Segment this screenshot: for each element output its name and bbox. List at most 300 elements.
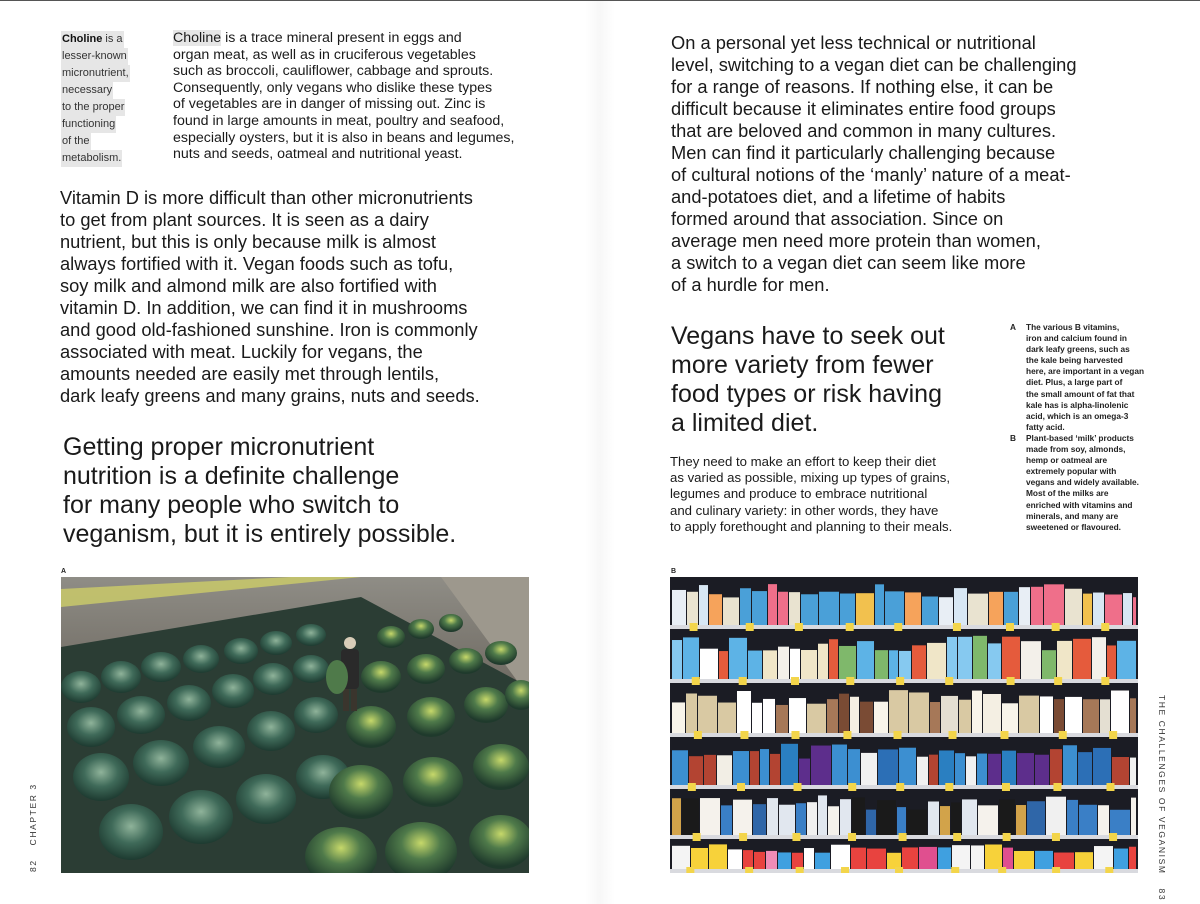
- caption-letter: A: [1010, 322, 1016, 332]
- price-tag: [1002, 783, 1010, 791]
- product-package: [686, 693, 697, 733]
- price-tag: [739, 677, 747, 685]
- product-package: [940, 806, 950, 835]
- body-line: to get from plant sources. It is seen as a dairy: [60, 209, 429, 230]
- sidenote-term: Choline: [62, 33, 103, 45]
- highlighted-term: Choline: [173, 30, 222, 46]
- sidenote-line-rest: is a: [102, 33, 123, 45]
- product-package: [691, 848, 708, 869]
- product-package: [1105, 594, 1122, 625]
- body-line: always fortified with it. Vegan foods such as tofu,: [60, 253, 454, 274]
- product-package: [968, 594, 988, 625]
- figure-b-label: B: [671, 568, 677, 575]
- product-package: [760, 749, 769, 785]
- product-package: [704, 755, 716, 785]
- caption-line: extremely popular with: [1026, 466, 1117, 477]
- caption-a: [1010, 322, 1150, 433]
- price-tag: [1052, 833, 1060, 841]
- product-package: [750, 751, 759, 785]
- kale-field-photo: [61, 577, 529, 873]
- product-package: [831, 845, 850, 869]
- product-package: [1014, 851, 1034, 869]
- product-package: [875, 650, 888, 679]
- body-line: difficult because it eliminates entire food groups: [671, 98, 1056, 119]
- price-tag: [843, 731, 851, 739]
- product-package: [889, 650, 898, 679]
- caption-b: [1010, 433, 1150, 533]
- price-tag: [794, 783, 802, 791]
- pull-quote-line: a limited diet.: [671, 409, 819, 437]
- product-package: [807, 802, 817, 835]
- price-tag: [692, 677, 700, 685]
- intro-paragraph: [173, 30, 533, 163]
- shelf-edge: [670, 625, 1138, 629]
- product-package: [988, 643, 1001, 679]
- product-package: [954, 588, 967, 625]
- caption-line: sweetened or flavoured.: [1026, 521, 1121, 532]
- product-package: [1110, 810, 1130, 835]
- price-tag: [1109, 731, 1117, 739]
- pull-quote-line: more variety from fewer: [671, 351, 934, 379]
- pull-quote-line: Getting proper micronutrient: [63, 433, 375, 461]
- product-package: [866, 810, 876, 835]
- figure-captions: [1010, 322, 1150, 533]
- product-package: [1003, 848, 1013, 869]
- product-package: [1019, 696, 1039, 733]
- body-line: of a hurdle for men.: [671, 274, 830, 295]
- product-package: [848, 749, 860, 785]
- pull-quote-left: [63, 433, 533, 549]
- product-package: [856, 593, 874, 625]
- price-tag: [1101, 677, 1109, 685]
- price-tag: [1003, 833, 1011, 841]
- intro-line: Consequently, only vegans who dislike these types: [173, 79, 493, 96]
- sidenote-line: necessary: [61, 82, 113, 99]
- product-package: [1017, 753, 1034, 785]
- price-tag: [688, 783, 696, 791]
- product-package: [672, 798, 681, 835]
- product-package: [1111, 691, 1129, 733]
- caption-line: kale has is alpha-linolenic: [1026, 399, 1129, 410]
- body-text-right: [671, 32, 1131, 296]
- body-line: soy milk and almond milk are also fortified with: [60, 275, 437, 296]
- figure-a-label: A: [61, 568, 67, 575]
- product-package: [860, 702, 873, 733]
- product-package: [1065, 589, 1082, 625]
- product-package: [939, 597, 953, 625]
- body-line: of cultural notions of the ‘manly’ nature of a meat-: [671, 164, 1071, 185]
- price-tag: [739, 833, 747, 841]
- product-package: [743, 850, 753, 869]
- caption-line: iron and calcium found in: [1026, 333, 1127, 344]
- product-package: [973, 636, 987, 679]
- product-package: [978, 805, 998, 835]
- product-package: [971, 845, 984, 869]
- caption-line: Plant-based ‘milk’ products: [1026, 432, 1134, 443]
- product-package: [733, 751, 749, 785]
- product-package: [857, 641, 874, 679]
- product-package: [767, 798, 778, 835]
- price-tag: [1106, 783, 1114, 791]
- product-package: [839, 646, 856, 679]
- chapter-label: CHAPTER 3: [28, 783, 38, 846]
- product-package: [1098, 805, 1109, 835]
- body-small-line: and culinary variety: in other words, they have: [670, 502, 939, 518]
- product-package: [766, 851, 777, 869]
- product-package: [1035, 755, 1049, 785]
- product-package: [796, 803, 806, 835]
- product-package: [939, 750, 954, 785]
- product-package: [1123, 593, 1132, 625]
- product-package: [683, 637, 699, 679]
- price-tag: [796, 867, 804, 873]
- top-edge: [0, 0, 1200, 1]
- product-package: [852, 797, 865, 835]
- product-package: [867, 849, 886, 869]
- product-package: [781, 744, 798, 785]
- body-line: associated with meat. Luckily for vegans, the: [60, 341, 423, 362]
- intro-line-rest: is a trace mineral present in eggs and: [221, 30, 462, 46]
- product-package: [770, 754, 780, 785]
- body-line: average men need more protein than women,: [671, 230, 1041, 251]
- product-package: [907, 810, 927, 835]
- product-package: [699, 585, 708, 625]
- product-package: [877, 800, 896, 835]
- product-package: [902, 847, 918, 869]
- product-package: [778, 647, 789, 679]
- price-tag: [949, 731, 957, 739]
- price-tag: [846, 677, 854, 685]
- intro-line: especially oysters, but it is also in beans and legumes,: [173, 129, 515, 146]
- product-package: [789, 698, 806, 733]
- product-package: [1031, 587, 1043, 625]
- product-package: [763, 650, 777, 679]
- body-line: and-potatoes diet, and a lifetime of habits: [671, 186, 1006, 207]
- product-package: [1044, 584, 1064, 625]
- product-package: [779, 805, 795, 835]
- product-package: [972, 691, 982, 733]
- product-package: [709, 594, 722, 625]
- product-package: [752, 703, 762, 733]
- body-small-line: They need to make an effort to keep their diet: [670, 454, 936, 469]
- body-small-line: as varied as possible, mixing up types of grains,: [670, 470, 951, 486]
- product-package: [959, 700, 971, 733]
- product-package: [977, 754, 987, 785]
- intro-line: organ meat, as well as in cruciferous vegetables: [173, 46, 476, 63]
- product-package: [1016, 805, 1026, 835]
- pull-quote-line: for many people who switch to: [63, 491, 400, 519]
- product-package: [952, 845, 970, 869]
- caption-line: the small amount of fat that: [1026, 388, 1135, 399]
- sidenote-line: functioning: [61, 116, 116, 133]
- body-text-small: [670, 454, 990, 535]
- caption-line: minerals, and many are: [1026, 510, 1119, 521]
- product-package: [829, 639, 838, 679]
- price-tag: [951, 867, 959, 873]
- product-package: [754, 852, 765, 869]
- product-package: [740, 588, 751, 625]
- body-line: that are beloved and common in many cultures.: [671, 120, 1057, 141]
- product-package: [1054, 699, 1064, 733]
- product-package: [1054, 853, 1074, 869]
- product-package: [728, 849, 742, 869]
- sidenote-line: metabolism.: [61, 150, 122, 167]
- sidenote-line: micronutrient,: [61, 65, 130, 82]
- price-tag: [791, 731, 799, 739]
- gutter: [585, 0, 615, 904]
- product-package: [909, 692, 929, 733]
- body-line: Men can find it particularly challenging because: [671, 142, 1056, 163]
- product-package: [1042, 650, 1056, 679]
- product-package: [928, 801, 939, 835]
- sidenote-line: to the proper: [61, 99, 125, 116]
- product-package: [763, 699, 775, 733]
- product-package: [789, 592, 800, 625]
- price-tag: [953, 833, 961, 841]
- product-package: [723, 597, 739, 625]
- product-package: [778, 592, 788, 625]
- product-package: [818, 644, 828, 679]
- product-package: [1114, 849, 1128, 869]
- product-package: [938, 847, 951, 869]
- shelf-edge: [670, 733, 1138, 737]
- product-package: [930, 702, 940, 733]
- product-package: [1093, 593, 1104, 625]
- product-package: [811, 746, 831, 785]
- body-line: and good old-fashioned sunshine. Iron is commonly: [60, 319, 478, 340]
- product-package: [1046, 797, 1066, 835]
- product-package: [958, 637, 972, 679]
- product-package: [1083, 594, 1092, 625]
- price-tag: [792, 833, 800, 841]
- product-package: [899, 748, 916, 785]
- product-package: [778, 852, 791, 869]
- price-tag: [737, 783, 745, 791]
- product-package: [792, 853, 803, 869]
- product-package: [1063, 745, 1077, 785]
- pull-quote-line: food types or risk having: [671, 380, 942, 408]
- product-package: [839, 694, 849, 733]
- product-package: [875, 584, 884, 625]
- product-package: [768, 584, 777, 625]
- price-tag: [746, 623, 754, 631]
- intro-line: [173, 30, 533, 47]
- product-package: [737, 691, 751, 733]
- product-package: [1002, 751, 1016, 785]
- product-package: [897, 807, 906, 835]
- sidenote-line: [61, 31, 124, 48]
- price-tag: [841, 867, 849, 873]
- running-head-left: [28, 783, 38, 872]
- product-package: [1078, 752, 1092, 785]
- product-package: [1027, 801, 1045, 835]
- product-package: [1040, 696, 1053, 733]
- product-package: [790, 649, 800, 679]
- product-package: [1021, 641, 1041, 679]
- caption-line: here, are important in a vegan: [1026, 366, 1145, 377]
- pull-quote-line: veganism, but it is entirely possible.: [63, 520, 457, 548]
- product-package: [799, 759, 810, 785]
- product-package: [672, 640, 682, 679]
- milk-shelves-image: [670, 577, 1138, 873]
- price-tag: [1059, 731, 1067, 739]
- product-package: [729, 638, 747, 679]
- price-tag: [894, 731, 902, 739]
- product-package: [851, 848, 866, 869]
- product-package: [752, 591, 767, 625]
- price-tag: [1052, 867, 1060, 873]
- price-tag: [899, 833, 907, 841]
- product-package: [1094, 846, 1113, 869]
- product-package: [861, 753, 877, 785]
- body-small-line: legumes and produce to embrace nutritional: [670, 486, 928, 502]
- caption-line: vegans and widely available.: [1026, 477, 1139, 488]
- product-package: [804, 848, 814, 869]
- product-package: [889, 690, 908, 733]
- body-text-left: [60, 187, 540, 407]
- product-package: [832, 745, 847, 785]
- price-tag: [690, 623, 698, 631]
- price-tag: [686, 867, 694, 873]
- product-package: [927, 643, 946, 679]
- product-package: [929, 755, 938, 785]
- intro-line: found in large amounts in meat, poultry and seafood,: [173, 112, 505, 129]
- product-package: [748, 651, 762, 679]
- product-package: [1129, 847, 1136, 869]
- caption-line: hemp or oatmeal are: [1026, 455, 1108, 466]
- product-package: [1107, 645, 1116, 679]
- product-package: [1057, 641, 1072, 679]
- product-package: [1083, 699, 1099, 733]
- product-package: [1019, 587, 1030, 625]
- product-package: [682, 799, 699, 835]
- product-package: [955, 753, 965, 785]
- caption-line: diet. Plus, a large part of: [1026, 377, 1123, 388]
- page-number-left: 82: [28, 859, 38, 872]
- product-package: [985, 844, 1002, 869]
- price-tag: [1101, 623, 1109, 631]
- product-package: [922, 597, 938, 625]
- product-package: [912, 645, 926, 679]
- product-package: [721, 805, 732, 835]
- product-package: [818, 795, 827, 835]
- product-package: [801, 650, 817, 679]
- product-package: [672, 702, 685, 733]
- caption-line: enriched with vitamins and: [1026, 499, 1133, 510]
- product-package: [951, 803, 961, 835]
- body-line: a switch to a vegan diet can seem like more: [671, 252, 1026, 273]
- product-package: [878, 749, 898, 785]
- price-tag: [896, 783, 904, 791]
- price-tag: [1105, 867, 1113, 873]
- product-package: [947, 637, 957, 679]
- product-package: [827, 699, 838, 733]
- product-package: [1112, 757, 1129, 785]
- caption-letter: B: [1010, 432, 1016, 443]
- product-package: [1002, 637, 1020, 679]
- intro-line: such as broccoli, cauliflower, cabbage and sprouts.: [173, 63, 494, 80]
- body-line: formed around that association. Since on: [671, 208, 1004, 229]
- product-package: [966, 756, 976, 785]
- product-package: [807, 704, 826, 733]
- price-tag: [848, 783, 856, 791]
- product-package: [874, 702, 888, 733]
- price-tag: [1052, 623, 1060, 631]
- caption-line: Most of the milks are: [1026, 488, 1109, 499]
- product-package: [672, 590, 686, 625]
- product-package: [850, 697, 859, 733]
- product-package: [1130, 758, 1136, 785]
- sidenote-line: lesser-known: [61, 48, 128, 65]
- running-head-right: [1157, 695, 1167, 901]
- caption-line: dark leafy greens, such as: [1026, 344, 1130, 355]
- supermarket-shelves-photo: [670, 577, 1138, 873]
- price-tag: [846, 623, 854, 631]
- price-tag: [998, 867, 1006, 873]
- product-package: [1002, 703, 1018, 733]
- caption-line: The various B vitamins,: [1026, 322, 1120, 332]
- product-package: [899, 651, 911, 679]
- product-package: [1117, 641, 1136, 679]
- body-small-line: to apply forethought and planning to their meals.: [670, 518, 953, 534]
- product-package: [672, 750, 688, 785]
- pull-quote-line: nutrition is a definite challenge: [63, 462, 400, 490]
- caption-line: fatty acid.: [1026, 421, 1065, 432]
- section-label: THE CHALLENGES OF VEGANISM: [1157, 695, 1167, 875]
- product-package: [1004, 592, 1018, 625]
- price-tag: [895, 867, 903, 873]
- price-tag: [693, 833, 701, 841]
- product-package: [1079, 805, 1097, 835]
- price-tag: [694, 731, 702, 739]
- price-tag: [740, 731, 748, 739]
- pull-quote-line: Vegans have to seek out: [671, 322, 945, 350]
- price-tag: [1054, 677, 1062, 685]
- sidenote-line: of the: [61, 133, 91, 150]
- product-package: [672, 846, 690, 869]
- price-tag: [848, 833, 856, 841]
- price-tag: [953, 623, 961, 631]
- kale-field-image: [61, 577, 529, 873]
- body-line: for a range of reasons. If nothing else, it can be: [671, 76, 1054, 97]
- shelf-edge: [670, 869, 1138, 873]
- product-package: [700, 649, 718, 679]
- product-package: [719, 651, 728, 679]
- product-package: [776, 705, 788, 733]
- product-package: [919, 847, 937, 869]
- body-line: On a personal yet less technical or nutritional: [671, 32, 1036, 53]
- price-tag: [1053, 783, 1061, 791]
- body-line: Vitamin D is more difficult than other micronutrients: [60, 187, 473, 208]
- product-package: [828, 806, 839, 835]
- product-package: [917, 757, 928, 785]
- price-tag: [1109, 833, 1117, 841]
- product-package: [1065, 697, 1082, 733]
- body-line: vitamin D. In addition, we can find it in mushrooms: [60, 297, 468, 318]
- product-package: [700, 798, 720, 835]
- product-package: [1073, 639, 1091, 679]
- product-package: [687, 592, 698, 625]
- product-package: [1075, 852, 1093, 869]
- product-package: [819, 592, 839, 625]
- product-package: [801, 594, 818, 625]
- price-tag: [1007, 677, 1015, 685]
- intro-line: of vegetables are in danger of missing out. Zinc is: [173, 96, 486, 113]
- product-package: [999, 799, 1015, 835]
- body-line: amounts needed are easily met through lentils,: [60, 363, 440, 384]
- product-package: [689, 756, 703, 785]
- product-package: [1133, 597, 1136, 625]
